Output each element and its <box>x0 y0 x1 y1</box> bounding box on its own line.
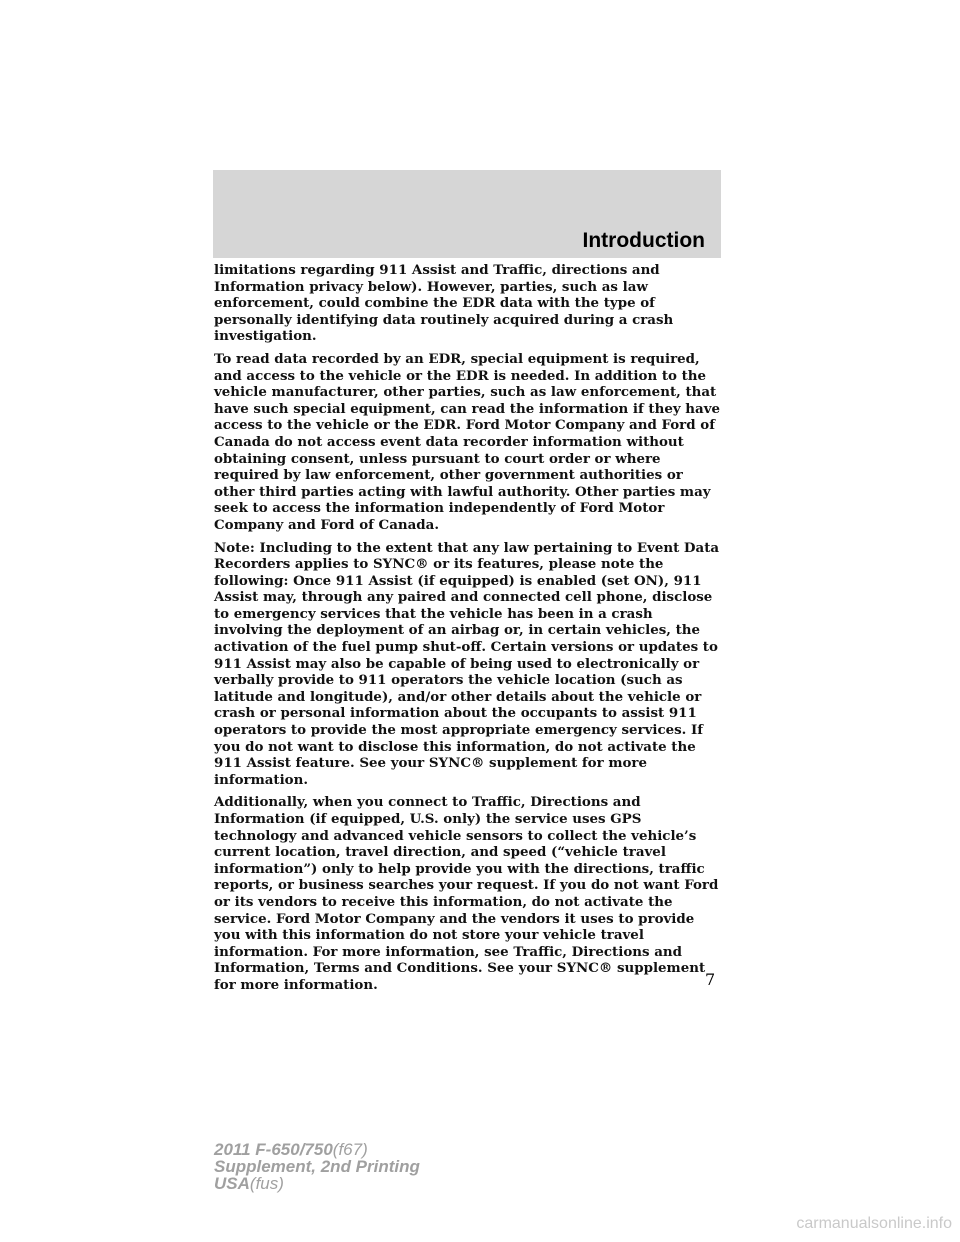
footer-model-code: (f67) <box>332 1140 368 1159</box>
section-header <box>213 170 721 258</box>
footer-printing: Supplement, 2nd Printing <box>214 1157 420 1176</box>
paragraph: limitations regarding 911 Assist and Traffic, directions and Information privacy below). However, parties, such as law enforcement, could combine the EDR data with the type of personally identifying data routinely acquired during a crash investigation. <box>214 262 674 345</box>
footer-market-code: (fus) <box>249 1174 284 1193</box>
footer-line-model <box>214 1141 420 1158</box>
section-title: Introduction <box>582 229 705 252</box>
paragraph: To read data recorded by an EDR, special equipment is required, and access to the vehicle or the EDR is needed. In addition to the vehicle manufacturer, other parties, such as law enforcement, that have such special equipment, can read the information if they have access to the vehicle or the EDR. Ford Motor Company and Ford of Canada do not access event data recorder information without obtaining consent, unless pursuant to court order or where required by law enforcement, other government authorities or other third parties acting with lawful authority. Other parties may seek to access the information independently of Ford Motor Company and Ford of Canada. <box>214 350 721 533</box>
footer-market: USA <box>214 1174 250 1193</box>
footer-model: 2011 F-650/750 <box>214 1140 333 1159</box>
footer-line-printing <box>214 1158 420 1175</box>
paragraph: Additionally, when you connect to Traffic, Directions and Information (if equipped, U.S. only) the service uses GPS technology and advanced vehicle sensors to collect the vehicle’s current location, travel direction, and speed (“vehicle travel information”) only to help provide you with the directions, traffic reports, or business searches your request. If you do not want Ford or its vendors to receive this information, do not activate the service. Ford Motor Company and the vendors it uses to provide you with this information do not store your vehicle travel information. For more information, see Traffic, Directions and Information, Terms and Conditions. See your SYNC® supplement for more information. <box>214 794 719 993</box>
watermark: carmanualsonline.info <box>796 1215 952 1232</box>
body-text <box>214 262 720 1000</box>
footer-line-market <box>214 1175 420 1192</box>
page-number: 7 <box>705 970 716 989</box>
print-footer <box>214 1141 420 1192</box>
paragraph: Note: Including to the extent that any law pertaining to Event Data Recorders applies to SYNC® or its features, please note the following: Once 911 Assist (if equipped) is enabled (set ON), 911 Assist may, through any paired and connected cell phone, disclose to emergency services that the vehicle has been in a crash involving the deployment of an airbag or, in certain vehicles, the activation of the fuel pump shut-off. Certain versions or updates to 911 Assist may also be capable of being used to electronically or verbally provide to 911 operators the vehicle location (such as latitude and longitude), and/or other details about the vehicle or crash or personal information about the occupants to assist 911 operators to provide the most appropriate emergency services. If you do not want to disclose this information, do not activate the 911 Assist feature. See your SYNC® supplement for more information. <box>214 539 720 788</box>
